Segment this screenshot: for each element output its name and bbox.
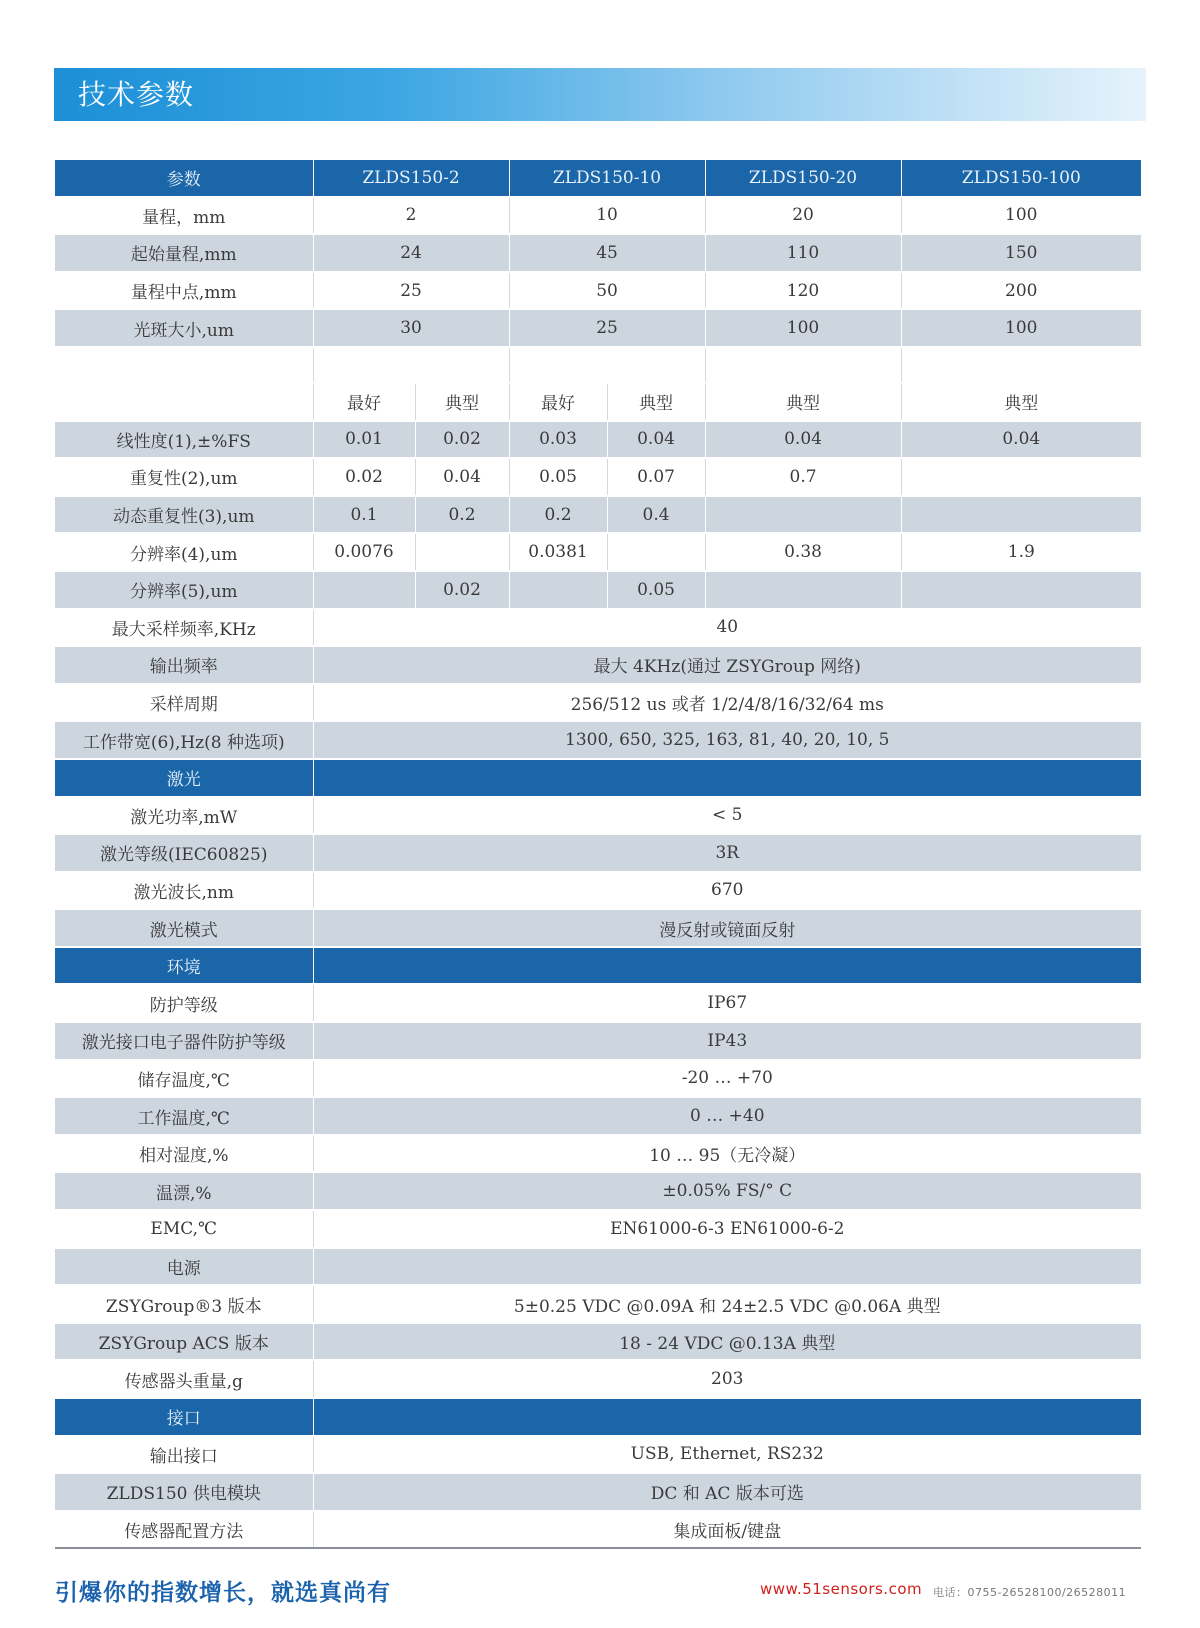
table-row — [55, 197, 1141, 235]
cell: 25 — [313, 272, 509, 310]
cell: 0.2 — [415, 496, 509, 534]
table-row — [55, 496, 1141, 534]
cell: IP43 — [313, 1022, 1141, 1060]
table-row — [55, 909, 1141, 947]
row-label: 相对湿度,% — [55, 1135, 313, 1173]
cell: 0.0381 — [509, 533, 607, 571]
row-label: 激光等级(IEC60825) — [55, 834, 313, 872]
row-label: 传感器配置方法 — [55, 1511, 313, 1549]
section-label: 激光 — [55, 759, 313, 797]
table-row — [55, 1511, 1141, 1549]
row-label: 分辨率(5),um — [55, 571, 313, 609]
row-label: 激光功率,mW — [55, 797, 313, 835]
cell: 5±0.25 VDC @0.09A 和 24±2.5 VDC @0.06A 典型 — [313, 1285, 1141, 1323]
cell: 120 — [705, 272, 901, 310]
section-header-interface — [55, 1398, 1141, 1436]
table-row — [55, 1172, 1141, 1210]
cell: 0.4 — [607, 496, 705, 534]
cell — [509, 571, 607, 609]
cell: IP67 — [313, 984, 1141, 1022]
cell: 0.2 — [509, 496, 607, 534]
table-row — [55, 1210, 1141, 1248]
table-row — [55, 1022, 1141, 1060]
row-label: 量程，mm — [55, 197, 313, 235]
cell: 10 — [509, 197, 705, 235]
sub-header-cell: 最好 — [313, 383, 415, 421]
header-cell: ZLDS150-20 — [705, 160, 901, 197]
cell: 200 — [901, 272, 1141, 310]
cell: 256/512 us 或者 1/2/4/8/16/32/64 ms — [313, 684, 1141, 722]
header-cell: ZLDS150-100 — [901, 160, 1141, 197]
row-label: 量程中点,mm — [55, 272, 313, 310]
cell: 150 — [901, 234, 1141, 272]
sub-header-cell: 典型 — [415, 383, 509, 421]
cell — [607, 533, 705, 571]
cell: 20 — [705, 197, 901, 235]
section-header-power — [55, 1248, 1141, 1286]
cell: 18 - 24 VDC @0.13A 典型 — [313, 1323, 1141, 1361]
table-row — [55, 872, 1141, 910]
table-row — [55, 571, 1141, 609]
cell: 0.05 — [509, 458, 607, 496]
cell: ±0.05% FS/° C — [313, 1172, 1141, 1210]
table-row — [55, 797, 1141, 835]
row-label: 传感器头重量,g — [55, 1360, 313, 1398]
cell: 0.04 — [607, 421, 705, 459]
cell: 30 — [313, 309, 509, 347]
cell: 10 … 95（无冷凝） — [313, 1135, 1141, 1173]
header-cell: ZLDS150-10 — [509, 160, 705, 197]
sub-header-cell: 典型 — [607, 383, 705, 421]
sub-header-cell: 典型 — [901, 383, 1141, 421]
row-label: EMC,℃ — [55, 1210, 313, 1248]
cell: 100 — [901, 309, 1141, 347]
row-label: 工作温度,℃ — [55, 1097, 313, 1135]
cell: 45 — [509, 234, 705, 272]
cell: 0.02 — [415, 571, 509, 609]
sub-header-cell: 典型 — [705, 383, 901, 421]
row-label: ZLDS150 供电模块 — [55, 1473, 313, 1511]
cell: 0.07 — [607, 458, 705, 496]
table-header-row — [55, 160, 1141, 197]
cell — [901, 571, 1141, 609]
table-row — [55, 234, 1141, 272]
section-label: 环境 — [55, 947, 313, 985]
table-row — [55, 1473, 1141, 1511]
table-row — [55, 458, 1141, 496]
cell: 2 — [313, 197, 509, 235]
row-label: 防护等级 — [55, 984, 313, 1022]
cell: 0.02 — [313, 458, 415, 496]
cell: EN61000-6-3 EN61000-6-2 — [313, 1210, 1141, 1248]
section-banner — [54, 68, 1146, 121]
cell: 3R — [313, 834, 1141, 872]
cell: 40 — [313, 609, 1141, 647]
cell: 0.05 — [607, 571, 705, 609]
cell: 110 — [705, 234, 901, 272]
row-label: 储存温度,℃ — [55, 1060, 313, 1098]
cell: 1.9 — [901, 533, 1141, 571]
table-row — [55, 1097, 1141, 1135]
cell: 1300, 650, 325, 163, 81, 40, 20, 10, 5 — [313, 721, 1141, 759]
row-label: 起始量程,mm — [55, 234, 313, 272]
cell: 0.0076 — [313, 533, 415, 571]
row-label: 激光模式 — [55, 909, 313, 947]
table-row — [55, 984, 1141, 1022]
table-row — [55, 1285, 1141, 1323]
table-row — [55, 1135, 1141, 1173]
table-row — [55, 834, 1141, 872]
cell: 漫反射或镜面反射 — [313, 909, 1141, 947]
table-row — [55, 272, 1141, 310]
row-label: 输出频率 — [55, 646, 313, 684]
cell — [901, 496, 1141, 534]
cell — [55, 383, 313, 421]
row-label: 线性度(1),±%FS — [55, 421, 313, 459]
sub-header-cell: 最好 — [509, 383, 607, 421]
cell: < 5 — [313, 797, 1141, 835]
cell: 0 … +40 — [313, 1097, 1141, 1135]
table-row — [55, 1323, 1141, 1361]
row-label: 最大采样频率,KHz — [55, 609, 313, 647]
cell: 0.7 — [705, 458, 901, 496]
sub-header-row — [55, 383, 1141, 421]
row-label: 光斑大小,um — [55, 309, 313, 347]
table-row — [55, 646, 1141, 684]
row-label: 动态重复性(3),um — [55, 496, 313, 534]
cell: 100 — [901, 197, 1141, 235]
footer-phone: 电话：0755-26528100/26528011 — [933, 1586, 1127, 1599]
cell: 670 — [313, 872, 1141, 910]
cell: 50 — [509, 272, 705, 310]
table-row — [55, 421, 1141, 459]
spec-table — [55, 160, 1141, 1549]
row-label: ZSYGroup®3 版本 — [55, 1285, 313, 1323]
table-row — [55, 609, 1141, 647]
row-label: 温漂,% — [55, 1172, 313, 1210]
table-spacer-row — [55, 347, 1141, 383]
footer-website-link[interactable]: www.51sensors.com — [760, 1580, 923, 1598]
row-label: 采样周期 — [55, 684, 313, 722]
row-label: 重复性(2),um — [55, 458, 313, 496]
section-title: 技术参数 — [78, 78, 195, 111]
section-header-environment — [55, 947, 1141, 985]
footer-slogan: 引爆你的指数增长，就选真尚有 — [55, 1580, 391, 1606]
row-label: 分辨率(4),um — [55, 533, 313, 571]
row-label: 激光波长,nm — [55, 872, 313, 910]
cell: 0.1 — [313, 496, 415, 534]
table-row — [55, 684, 1141, 722]
cell: 0.03 — [509, 421, 607, 459]
table-row — [55, 533, 1141, 571]
cell: DC 和 AC 版本可选 — [313, 1473, 1141, 1511]
cell: 100 — [705, 309, 901, 347]
cell — [313, 571, 415, 609]
row-label: 激光接口电子器件防护等级 — [55, 1022, 313, 1060]
table-row — [55, 1060, 1141, 1098]
cell: USB, Ethernet, RS232 — [313, 1436, 1141, 1474]
table-row — [55, 309, 1141, 347]
section-header-laser — [55, 759, 1141, 797]
header-cell: 参数 — [55, 160, 313, 197]
cell: 0.04 — [705, 421, 901, 459]
section-label: 接口 — [55, 1398, 313, 1436]
row-label: 工作带宽(6),Hz(8 种选项) — [55, 721, 313, 759]
table-row — [55, 1436, 1141, 1474]
cell: 25 — [509, 309, 705, 347]
table-row — [55, 721, 1141, 759]
cell: 集成面板/键盘 — [313, 1511, 1141, 1549]
cell — [901, 458, 1141, 496]
row-label: 输出接口 — [55, 1436, 313, 1474]
row-label: ZSYGroup ACS 版本 — [55, 1323, 313, 1361]
cell: 0.04 — [901, 421, 1141, 459]
cell — [705, 496, 901, 534]
cell: 24 — [313, 234, 509, 272]
table-row — [55, 1360, 1141, 1398]
header-cell: ZLDS150-2 — [313, 160, 509, 197]
cell — [415, 533, 509, 571]
cell: 最大 4KHz(通过 ZSYGroup 网络) — [313, 646, 1141, 684]
cell: 0.02 — [415, 421, 509, 459]
cell: 0.04 — [415, 458, 509, 496]
cell: 0.38 — [705, 533, 901, 571]
cell: 203 — [313, 1360, 1141, 1398]
cell: 0.01 — [313, 421, 415, 459]
section-label: 电源 — [55, 1248, 313, 1286]
cell: -20 … +70 — [313, 1060, 1141, 1098]
cell — [705, 571, 901, 609]
